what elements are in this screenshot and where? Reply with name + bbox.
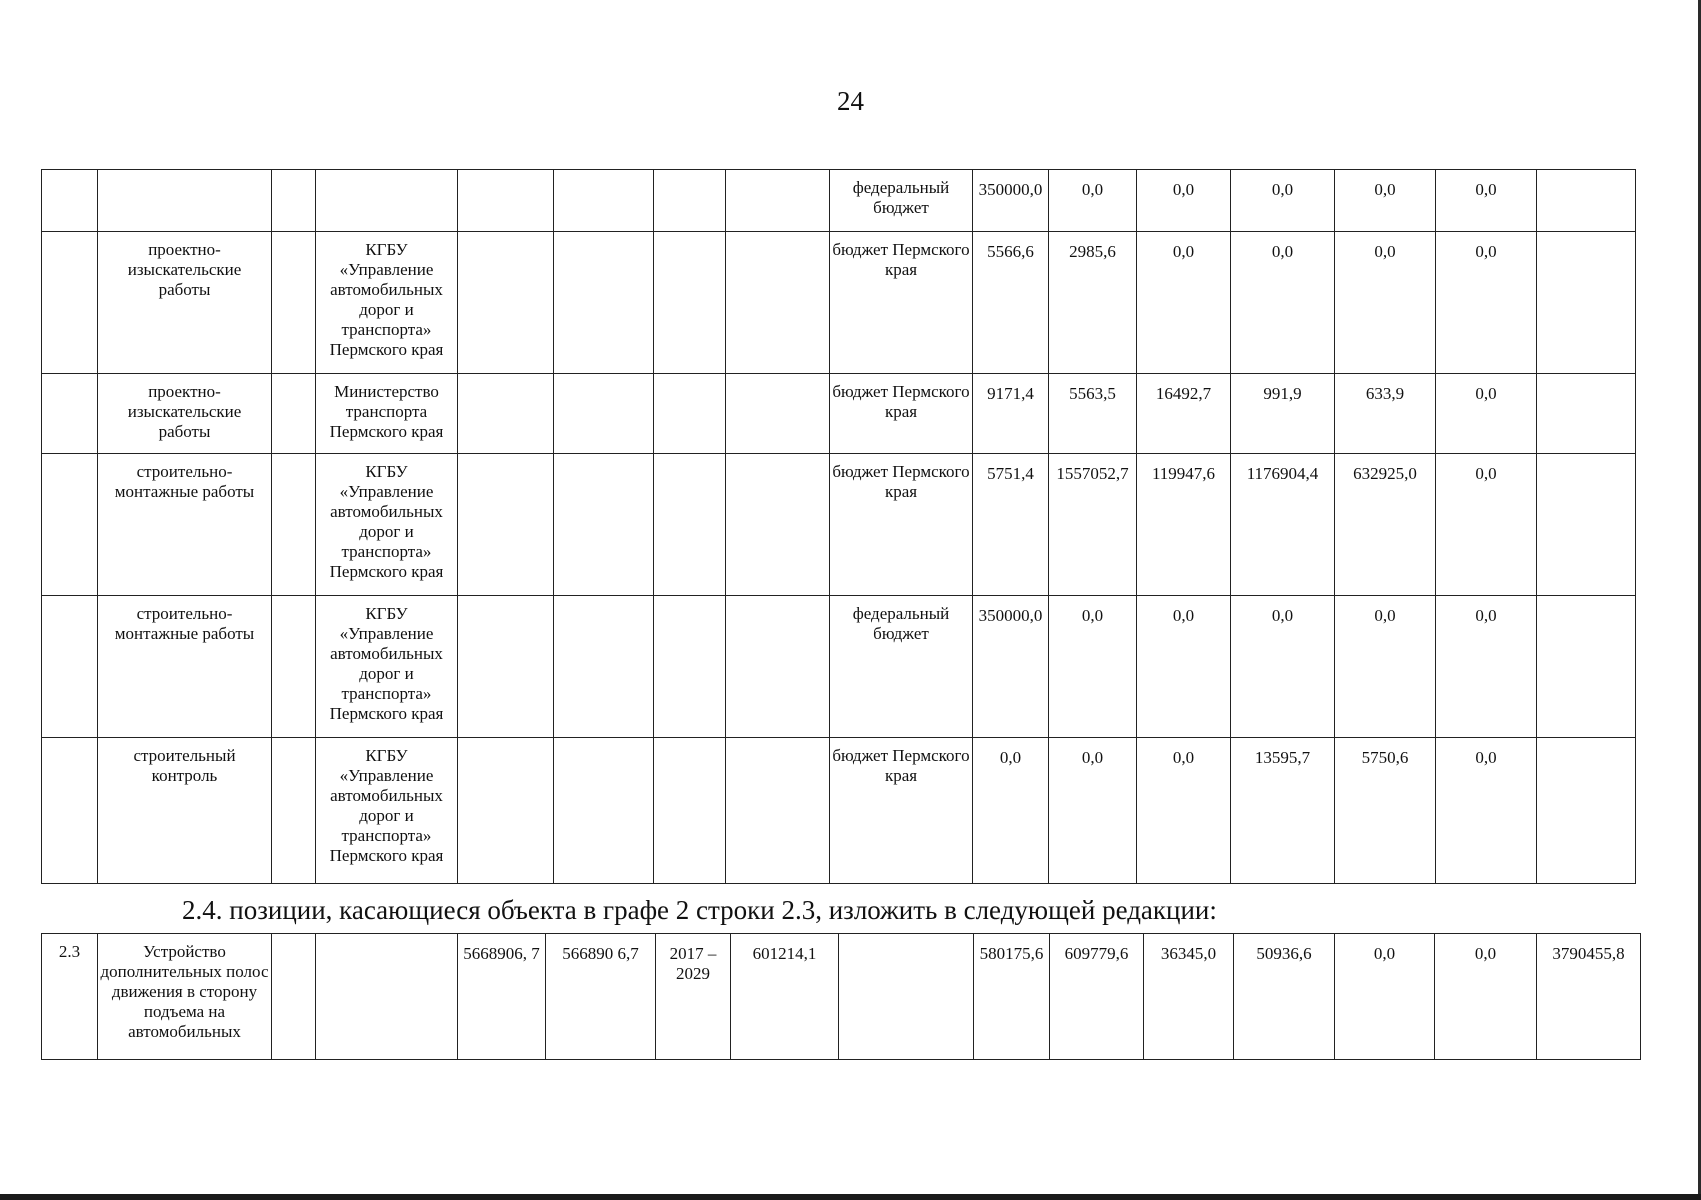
table-cell	[554, 596, 654, 738]
table-cell	[654, 738, 726, 884]
table-cell	[458, 454, 554, 596]
value-cell	[1537, 232, 1636, 374]
value-cell	[1537, 738, 1636, 884]
value-cell: 350000,0	[973, 596, 1049, 738]
table-cell	[272, 170, 316, 232]
value-cell: 0,0	[1436, 738, 1537, 884]
funding-source-cell: федеральный бюджет	[830, 170, 973, 232]
table-row	[42, 934, 1641, 1060]
table-row	[42, 374, 1636, 454]
value-cell: 0,0	[1335, 170, 1436, 232]
value-cell: 0,0	[1137, 232, 1231, 374]
value-cell: 0,0	[1137, 738, 1231, 884]
value-cell: 5750,6	[1335, 738, 1436, 884]
table-cell	[554, 170, 654, 232]
table-row	[42, 738, 1636, 884]
value-cell: 3790455,8	[1537, 934, 1641, 1060]
table-cell	[726, 170, 830, 232]
period-cell: 2017 – 2029	[656, 934, 731, 1060]
table-cell	[726, 374, 830, 454]
value-cell: 0,0	[1231, 170, 1335, 232]
value-cell: 0,0	[1436, 374, 1537, 454]
table-cell	[42, 374, 98, 454]
value-cell: 16492,7	[1137, 374, 1231, 454]
value-cell	[1537, 170, 1636, 232]
table-cell	[42, 232, 98, 374]
value-cell: 0,0	[973, 738, 1049, 884]
value-cell: 5563,5	[1049, 374, 1137, 454]
work-type-cell	[98, 170, 272, 232]
executor-cell: КГБУ «Управление автомобильных дорог и транспорта» Пермского края	[316, 454, 458, 596]
funding-table-continued	[41, 169, 1636, 884]
cost-total-cell: 5668906, 7	[458, 934, 546, 1060]
table-cell	[654, 170, 726, 232]
table-cell	[272, 374, 316, 454]
value-cell: 0,0	[1436, 454, 1537, 596]
table-cell	[272, 232, 316, 374]
table-cell	[654, 374, 726, 454]
page-edge	[0, 1194, 1701, 1200]
table-cell	[42, 454, 98, 596]
value-cell: 0,0	[1335, 596, 1436, 738]
value-cell: 36345,0	[1144, 934, 1234, 1060]
table-cell	[458, 170, 554, 232]
table-cell	[726, 454, 830, 596]
funding-source-cell: бюджет Пермского края	[830, 374, 973, 454]
value-cell	[1537, 596, 1636, 738]
value-cell: 13595,7	[1231, 738, 1335, 884]
value-cell: 609779,6	[1050, 934, 1144, 1060]
value-cell	[1537, 374, 1636, 454]
value-cell: 9171,4	[973, 374, 1049, 454]
value-cell: 0,0	[1335, 232, 1436, 374]
value-cell: 0,0	[1335, 934, 1435, 1060]
table-cell	[554, 232, 654, 374]
table-cell	[654, 596, 726, 738]
executor-cell: КГБУ «Управление автомобильных дорог и транспорта» Пермского края	[316, 596, 458, 738]
value-cell: 991,9	[1231, 374, 1335, 454]
table-cell	[654, 232, 726, 374]
table-cell	[458, 596, 554, 738]
executor-cell: КГБУ «Управление автомобильных дорог и транспорта» Пермского края	[316, 738, 458, 884]
value-cell	[1537, 454, 1636, 596]
value-cell: 2985,6	[1049, 232, 1137, 374]
object-name-cell: Устройство дополнительных полос движения в сторону подъема на автомобильных	[98, 934, 272, 1060]
table-cell	[554, 738, 654, 884]
section-heading: 2.4. позиции, касающиеся объекта в графе 2 строки 2.3, изложить в следующей редакции:	[182, 895, 1217, 925]
executor-cell	[316, 170, 458, 232]
table-cell	[726, 596, 830, 738]
row-number-cell: 2.3	[42, 934, 98, 1060]
value-cell: 0,0	[1049, 170, 1137, 232]
work-type-cell: строительно-монтажные работы	[98, 596, 272, 738]
table-row	[42, 454, 1636, 596]
value-cell: 580175,6	[974, 934, 1050, 1060]
value-cell: 0,0	[1231, 596, 1335, 738]
funding-source-cell: бюджет Пермского края	[830, 738, 973, 884]
table-cell	[458, 232, 554, 374]
table-cell	[42, 596, 98, 738]
value-cell: 1176904,4	[1231, 454, 1335, 596]
executor-cell: КГБУ «Управление автомобильных дорог и транспорта» Пермского края	[316, 232, 458, 374]
table-row	[42, 596, 1636, 738]
value-cell: 0,0	[1436, 232, 1537, 374]
work-type-cell: строительно-монтажные работы	[98, 454, 272, 596]
value-cell: 0,0	[1049, 596, 1137, 738]
table-cell	[654, 454, 726, 596]
table-cell	[272, 934, 316, 1060]
value-cell: 632925,0	[1335, 454, 1436, 596]
table-cell	[554, 454, 654, 596]
value-cell: 5566,6	[973, 232, 1049, 374]
table-cell	[42, 738, 98, 884]
table-cell	[42, 170, 98, 232]
table-cell	[458, 738, 554, 884]
work-type-cell: проектно-изыскательские работы	[98, 232, 272, 374]
table-row	[42, 232, 1636, 374]
executor-cell: Министерство транспорта Пермского края	[316, 374, 458, 454]
funding-source-cell: бюджет Пермского края	[830, 454, 973, 596]
value-cell: 5751,4	[973, 454, 1049, 596]
value-cell: 633,9	[1335, 374, 1436, 454]
funding-source-cell: федеральный бюджет	[830, 596, 973, 738]
table-cell: 601214,1	[731, 934, 839, 1060]
value-cell: 0,0	[1137, 170, 1231, 232]
table-cell	[726, 738, 830, 884]
value-cell: 0,0	[1049, 738, 1137, 884]
work-type-cell: проектно-изыскательские работы	[98, 374, 272, 454]
page-number: 24	[837, 86, 864, 116]
value-cell: 1557052,7	[1049, 454, 1137, 596]
value-cell: 0,0	[1436, 596, 1537, 738]
value-cell: 0,0	[1231, 232, 1335, 374]
value-cell: 350000,0	[973, 170, 1049, 232]
value-cell: 0,0	[1436, 170, 1537, 232]
table-cell	[272, 596, 316, 738]
table-cell	[839, 934, 974, 1060]
funding-source-cell: бюджет Пермского края	[830, 232, 973, 374]
work-type-cell: строительный контроль	[98, 738, 272, 884]
value-cell: 0,0	[1435, 934, 1537, 1060]
value-cell: 0,0	[1137, 596, 1231, 738]
table-cell	[726, 232, 830, 374]
funding-table-new-edition	[41, 933, 1641, 1060]
cost-remaining-cell: 566890 6,7	[546, 934, 656, 1060]
value-cell: 119947,6	[1137, 454, 1231, 596]
table-cell	[272, 454, 316, 596]
table-cell	[316, 934, 458, 1060]
table-cell	[554, 374, 654, 454]
table-cell	[458, 374, 554, 454]
value-cell: 50936,6	[1234, 934, 1335, 1060]
table-row	[42, 170, 1636, 232]
table-cell	[272, 738, 316, 884]
